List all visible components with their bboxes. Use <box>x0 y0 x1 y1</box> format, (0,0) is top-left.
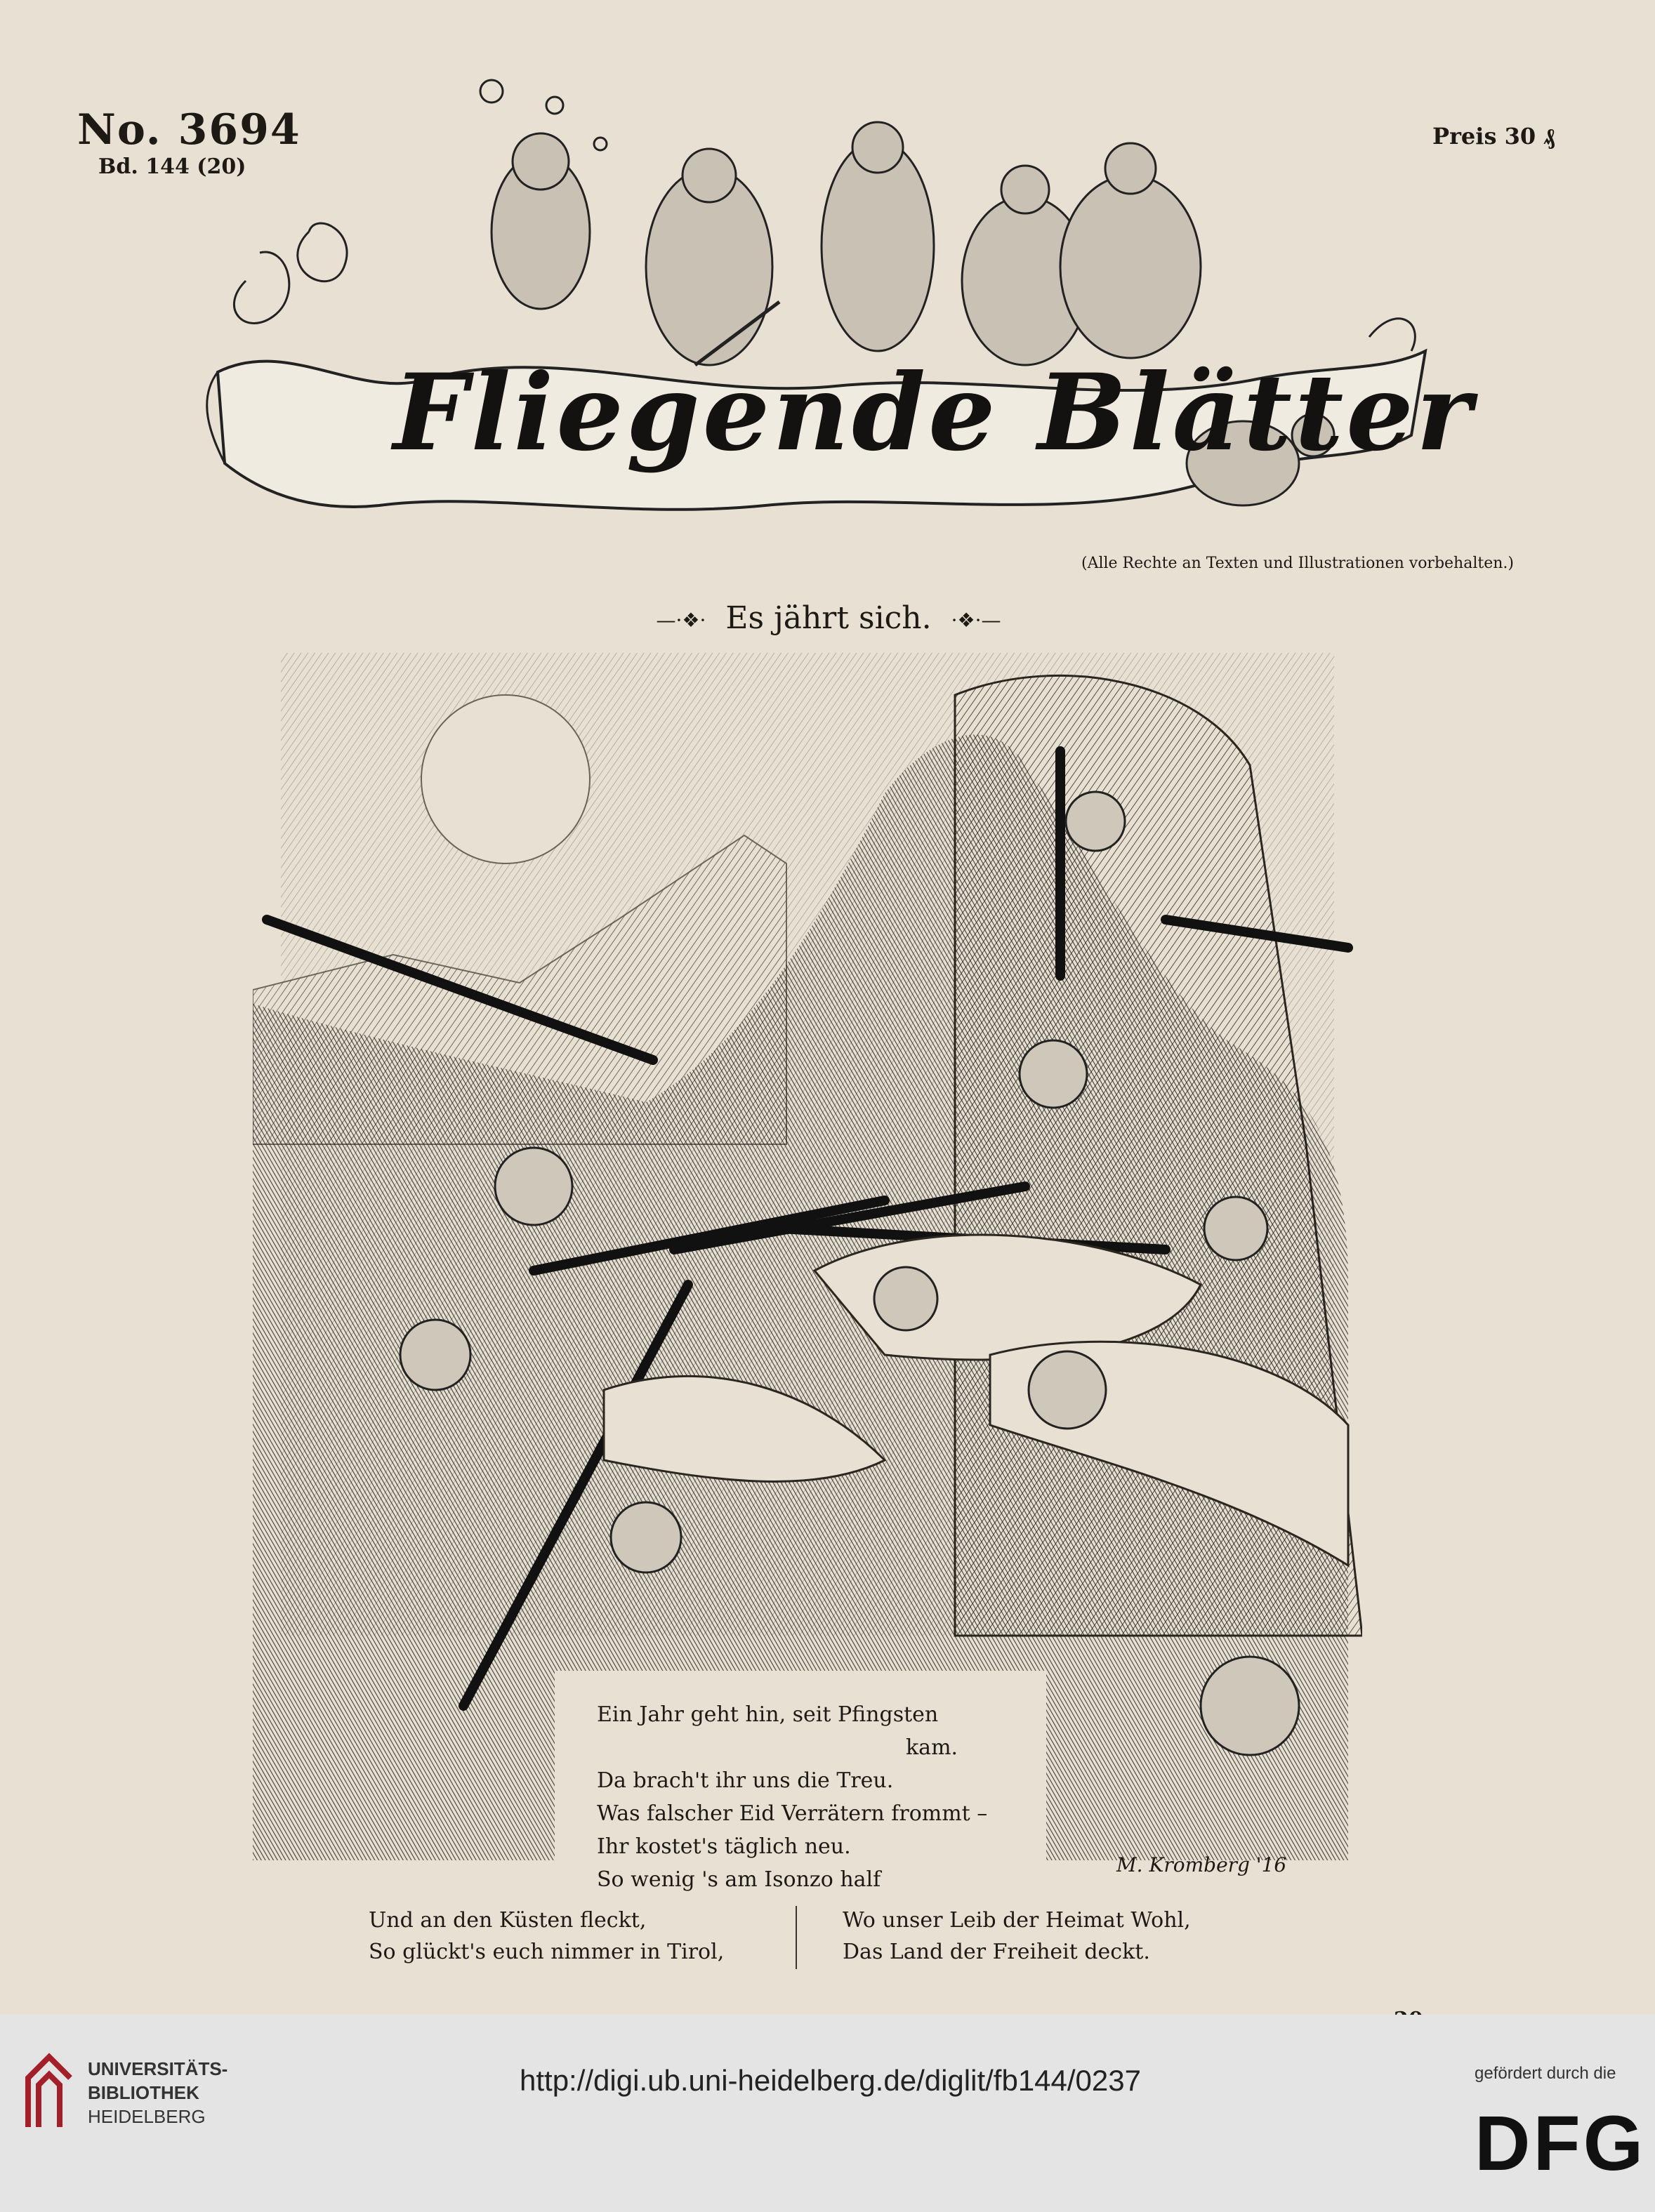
poem-right-line: Das Land der Freiheit deckt. <box>843 1940 1150 1964</box>
poem-line: Da brach't ihr uns die Treu. <box>597 1768 894 1793</box>
masthead-title: Fliegende Blätter <box>393 351 1475 475</box>
ornament-right: ·❖·— <box>951 609 1001 632</box>
volume-number: Bd. 144 (20) <box>98 154 246 179</box>
library-line: HEIDELBERG <box>88 2106 206 2127</box>
poem-line: Was falscher Eid Verrätern frommt – <box>597 1801 988 1826</box>
article-title <box>611 600 1046 636</box>
column-divider <box>796 1906 797 1969</box>
dfg-logo: DFG <box>1475 2100 1647 2187</box>
masthead-illustration <box>204 70 1453 562</box>
poem-line: Ein Jahr geht hin, seit Pfingsten <box>597 1702 939 1727</box>
poem-right-line: Wo unser Leib der Heimat Wohl, <box>843 1908 1191 1933</box>
source-url-link[interactable]: http://digi.ub.uni-heidelberg.de/diglit/fb144/0237 <box>520 2064 1141 2097</box>
issue-number: No. 3694 <box>77 105 301 154</box>
university-logo-icon <box>21 2050 77 2134</box>
funding-label: gefördert durch die <box>1475 2064 1616 2083</box>
poem-line: Ihr kostet's täglich neu. <box>597 1834 851 1859</box>
price-label: Preis 30 ₰ <box>1432 123 1555 150</box>
poem-line: So wenig 's am Isonzo half <box>597 1867 881 1892</box>
artist-signature: M. Kromberg '16 <box>1116 1853 1287 1876</box>
poem-left-line: Und an den Küsten fleckt, <box>369 1908 647 1933</box>
ornament-left: —·❖· <box>656 609 706 632</box>
poem-box <box>555 1671 1046 1902</box>
article-title-text: Es jährt sich. <box>725 600 932 636</box>
poem-left-line: So glückt's euch nimmer in Tirol, <box>369 1940 725 1964</box>
library-line: BIBLIOTHEK <box>88 2082 199 2103</box>
poem-line: kam. <box>906 1735 958 1760</box>
university-name <box>88 2057 228 2128</box>
rights-notice: (Alle Rechte an Texten und Illustrationen vorbehalten.) <box>1081 555 1514 572</box>
library-line: UNIVERSITÄTS- <box>88 2058 228 2079</box>
footer-bar <box>0 2015 1655 2212</box>
